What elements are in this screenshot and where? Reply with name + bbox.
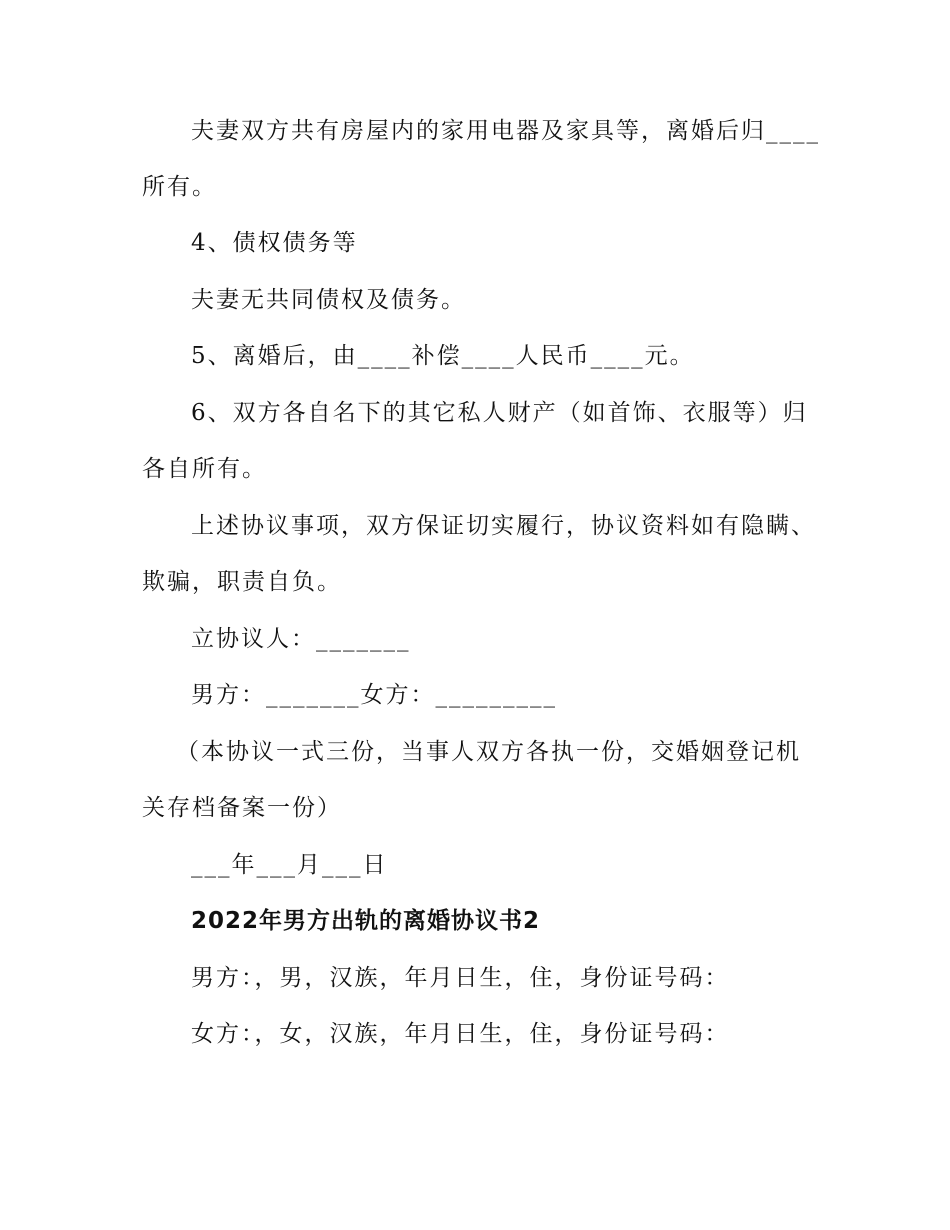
- document-title: 2022年男方出轨的离婚协议书2: [191, 908, 541, 934]
- signatory-line: 立协议人：_______: [191, 626, 411, 652]
- paragraph-line: 关存档备案一份）: [142, 795, 342, 821]
- party-info-line: 女方：，女，汉族，年月日生，住，身份证号码：: [191, 1021, 730, 1047]
- section-heading: 4、债权债务等: [191, 230, 358, 256]
- party-info-line: 男方：，男，汉族，年月日生，住，身份证号码：: [191, 965, 730, 991]
- paragraph-line: 5、离婚后，由____补偿____人民币____元。: [191, 343, 695, 369]
- paragraph-line: 所有。: [142, 174, 217, 200]
- paragraph-line: （本协议一式三份，当事人双方各执一份，交婚姻登记机: [176, 739, 801, 765]
- date-line: ___年___月___日: [191, 852, 388, 878]
- paragraph-line: 夫妻无共同债权及债务。: [191, 287, 466, 313]
- paragraph-line: 6、双方各自名下的其它私人财产（如首饰、衣服等）归: [191, 400, 808, 426]
- paragraph-line: 欺骗，职责自负。: [142, 569, 342, 595]
- paragraph-line: 各自所有。: [142, 456, 267, 482]
- parties-line: 男方：_______女方：_________: [191, 682, 557, 708]
- paragraph-line: 上述协议事项，双方保证切实履行，协议资料如有隐瞒、: [191, 513, 816, 539]
- paragraph-line: 夫妻双方共有房屋内的家用电器及家具等，离婚后归____: [191, 118, 820, 144]
